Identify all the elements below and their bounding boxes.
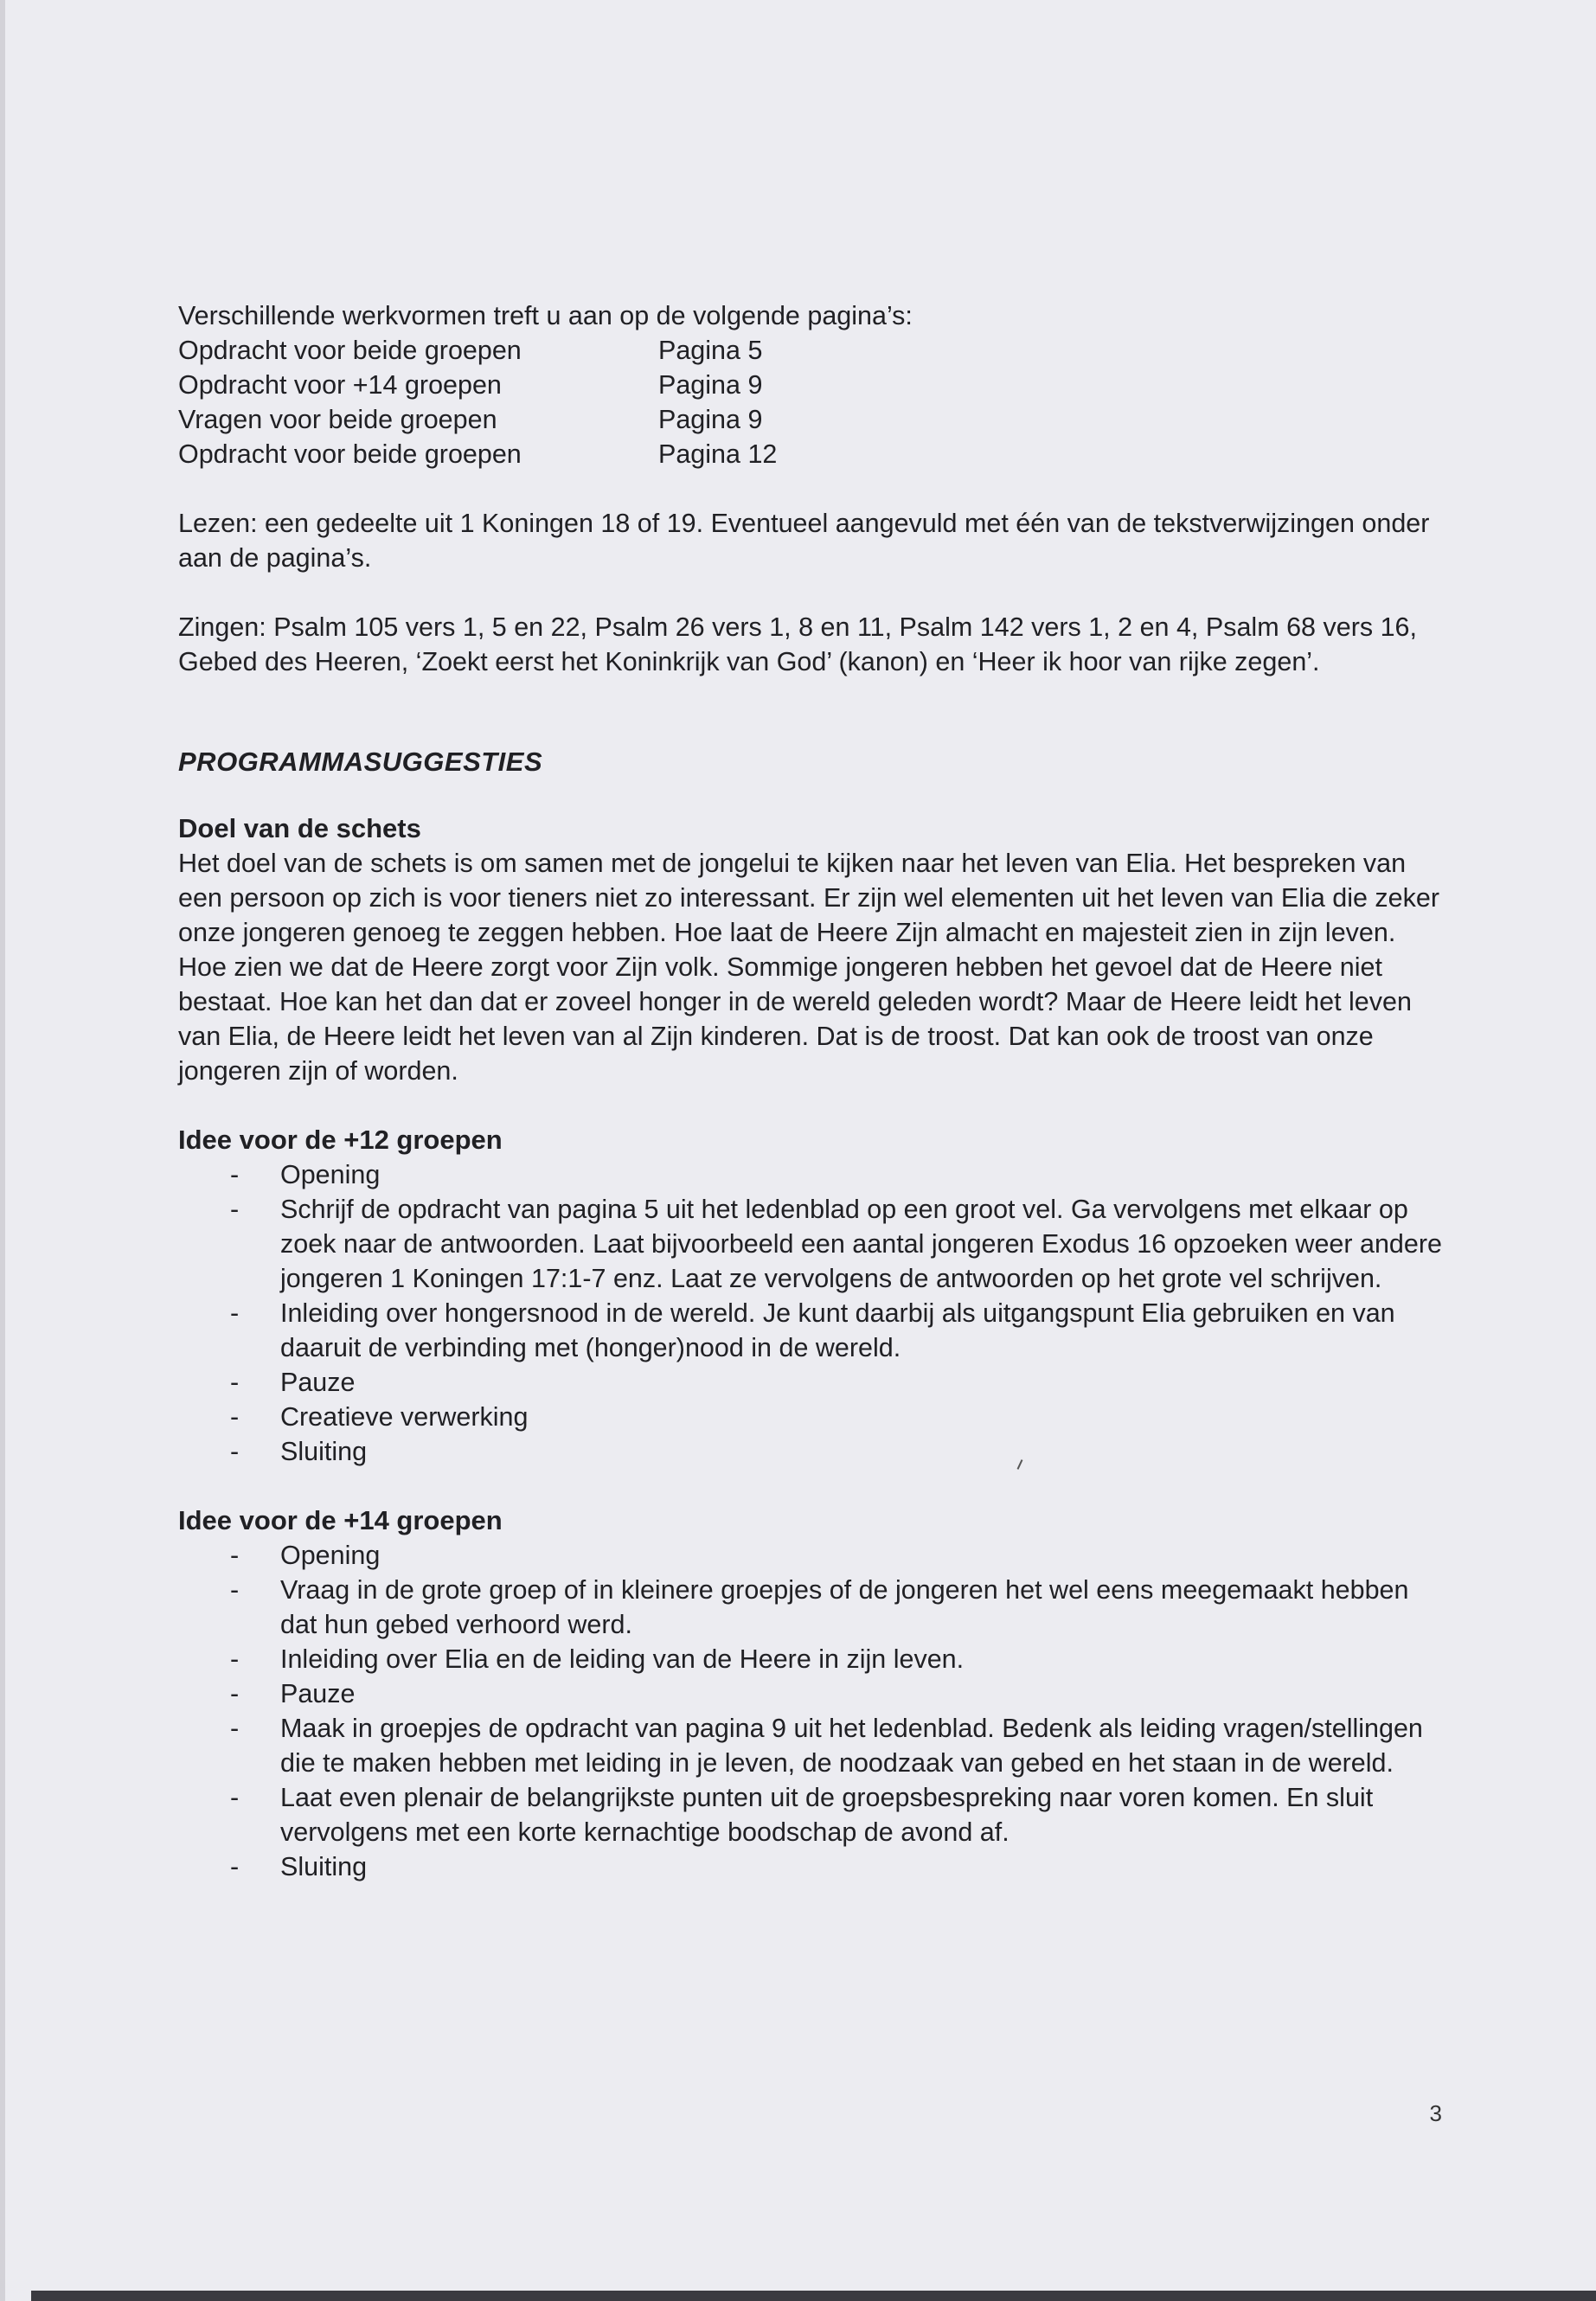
goal-paragraph: Het doel van de schets is om samen met de jongelui te kijken naar het leven van Elia. Het bespreken van een persoon op zich is voor tieners niet zo interessant. Er zijn wel elementen uit het leven van Elia die zeker onze jongeren genoeg te zeggen hebben. Hoe laat de Heere Zijn almacht en majesteit zien in zijn leven. Hoe zien we dat de Heere zorgt voor Zijn volk. Sommige jongeren hebben het gevoel dat de Heere niet bestaat. Hoe kan het dan dat er zoveel honger in de wereld geleden wordt? Maar de Heere leidt het leven van Elia, de Heere leidt het leven van al Zijn kinderen. Dat is de troost. Dat kan ook de troost van onze jongeren zijn of worden. <box>178 849 1440 1086</box>
list-item: - Maak in groepjes de opdracht van pagina 9 uit het ledenblad. Bedenk als leiding vragen/stellingen die te maken hebben met leiding in je leven, de noodzaak van gebed en het staan in de wereld. <box>178 1711 1445 1780</box>
page-number: 3 <box>1429 2100 1442 2126</box>
list-item: - Schrijf de opdracht van pagina 5 uit het ledenblad op een groot vel. Ga vervolgens met elkaar op zoek naar de antwoorden. Laat bijvoorbeeld een aantal jongeren Exodus 16 opzoeken weer andere jongeren 1 Koningen 17:1-7 enz. Laat ze vervolgens de antwoorden op het grote vel schrijven. <box>178 1192 1445 1296</box>
list-item: - Laat even plenair de belangrijkste punten uit de groepsbespreking naar voren komen. En sluit vervolgens met een korte kernachtige boodschap de avond af. <box>178 1780 1445 1849</box>
reference-row <box>178 368 777 402</box>
list-item: - Sluiting <box>178 1434 1445 1469</box>
intro-text: Verschillende werkvormen treft u aan op de volgende pagina’s: <box>178 301 913 330</box>
goal-heading: Doel van de schets <box>178 813 421 843</box>
list-item: - Inleiding over Elia en de leiding van de Heere in zijn leven. <box>178 1642 1445 1676</box>
reference-table <box>178 333 777 471</box>
section-title: PROGRAMMASUGGESTIES <box>178 747 543 777</box>
list-item: - Opening <box>178 1157 1445 1192</box>
list-item: - Creatieve verwerking <box>178 1400 1445 1434</box>
reference-page: Pagina 5 <box>658 336 763 365</box>
reference-row <box>178 437 777 471</box>
idea14-list <box>178 1538 1445 1884</box>
list-item: - Pauze <box>178 1365 1445 1400</box>
reference-label: Opdracht voor beide groepen <box>178 439 522 469</box>
list-item: - Inleiding over hongersnood in de wereld. Je kunt daarbij als uitgangspunt Elia gebruiken en van daaruit de verbinding met (honger)nood in de wereld. <box>178 1296 1445 1365</box>
singing-paragraph: Zingen: Psalm 105 vers 1, 5 en 22, Psalm 26 vers 1, 8 en 11, Psalm 142 vers 1, 2 en 4, Psalm 68 vers 16, Gebed des Heeren, ‘Zoekt eerst het Koninkrijk van God’ (kanon) en ‘Heer ik hoor van rijke zegen’. <box>178 612 1417 676</box>
reading-paragraph: Lezen: een gedeelte uit 1 Koningen 18 of 19. Eventueel aangevuld met één van de tekstverwijzingen onder aan de pagina’s. <box>178 509 1430 573</box>
page-content <box>178 298 1445 1884</box>
idea12-list <box>178 1157 1445 1469</box>
reference-page: Pagina 12 <box>658 439 778 469</box>
list-item: - Opening <box>178 1538 1445 1573</box>
reference-page: Pagina 9 <box>658 405 763 434</box>
reference-label: Vragen voor beide groepen <box>178 405 497 434</box>
idea14-heading: Idee voor de +14 groepen <box>178 1505 503 1535</box>
list-item: - Pauze <box>178 1676 1445 1711</box>
reference-page: Pagina 9 <box>658 370 763 400</box>
list-item: - Vraag in de grote groep of in kleinere groepjes of de jongeren het wel eens meegemaakt hebben dat hun gebed verhoord werd. <box>178 1573 1445 1642</box>
reference-label: Opdracht voor beide groepen <box>178 336 522 365</box>
reference-row <box>178 402 777 437</box>
reference-label: Opdracht voor +14 groepen <box>178 370 502 400</box>
list-item: - Sluiting <box>178 1849 1445 1884</box>
idea12-heading: Idee voor de +12 groepen <box>178 1125 503 1155</box>
reference-row <box>178 333 777 368</box>
